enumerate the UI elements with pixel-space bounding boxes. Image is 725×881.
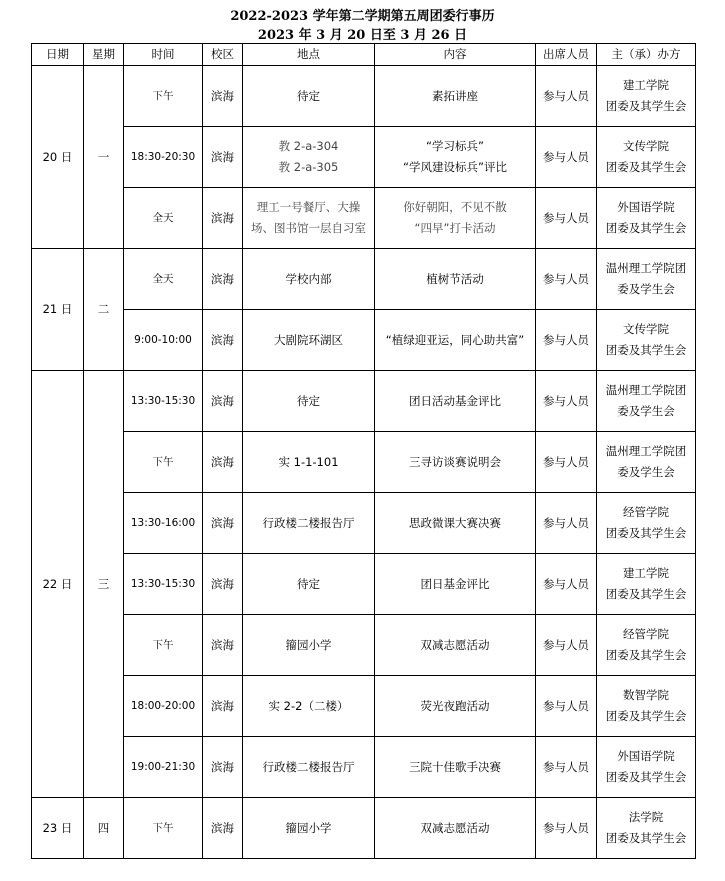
- host-cell-line: 经管学院: [623, 627, 669, 641]
- time-cell: 下午: [124, 798, 203, 859]
- place-cell: [243, 310, 375, 371]
- host-cell-line: 温州理工学院团: [605, 383, 687, 397]
- content-cell: [375, 432, 536, 493]
- table-row: [32, 798, 696, 859]
- place-cell: [243, 798, 375, 859]
- table-row: [32, 493, 696, 554]
- time-cell: 18:00-20:00: [124, 676, 203, 737]
- place-cell: [243, 188, 375, 249]
- host-cell-line: 团委及其学生会: [605, 343, 687, 357]
- time-cell: 13:30-16:00: [124, 493, 203, 554]
- host-cell: [597, 676, 696, 737]
- place-cell-line: 学校内部: [285, 271, 332, 286]
- campus-cell: 滨海: [203, 615, 243, 676]
- host-cell-line: 温州理工学院团: [605, 444, 687, 458]
- content-cell: [375, 66, 536, 127]
- host-cell-line: 经管学院: [623, 505, 669, 519]
- host-cell: [597, 615, 696, 676]
- host-cell-line: 团委及其学生会: [605, 648, 687, 662]
- host-cell: [597, 66, 696, 127]
- weekday-cell: 一: [84, 66, 124, 249]
- attendees-cell: 参与人员: [536, 66, 597, 127]
- place-cell: [243, 676, 375, 737]
- host-cell-line: 文传学院: [623, 139, 669, 153]
- content-cell-line: 思政微课大赛决赛: [409, 515, 501, 530]
- campus-cell: 滨海: [203, 493, 243, 554]
- campus-cell: 滨海: [203, 371, 243, 432]
- header-place: 地点: [243, 44, 375, 66]
- host-cell-line: 建工学院: [623, 566, 669, 580]
- campus-cell: 滨海: [203, 249, 243, 310]
- place-cell-line: 待定: [297, 88, 320, 103]
- place-cell-line: 场、图书馆一层自习室: [251, 221, 366, 235]
- content-cell-line: “四早”打卡活动: [414, 221, 496, 235]
- place-cell: [243, 127, 375, 188]
- place-cell-line: 籀园小学: [285, 820, 332, 835]
- attendees-cell: 参与人员: [536, 493, 597, 554]
- host-cell-line: 团委及其学生会: [605, 587, 687, 601]
- time-cell: 下午: [124, 432, 203, 493]
- table-row: [32, 66, 696, 127]
- time-cell: 下午: [124, 615, 203, 676]
- host-cell-line: 团委及其学生会: [605, 160, 687, 174]
- host-cell: [597, 737, 696, 798]
- host-cell-line: 委及学生会: [617, 282, 675, 296]
- attendees-cell: 参与人员: [536, 432, 597, 493]
- content-cell-line: 素拓讲座: [432, 88, 478, 103]
- date-cell: 21 日: [32, 249, 84, 371]
- header-weekday: 星期: [84, 44, 124, 66]
- date-cell: 20 日: [32, 66, 84, 249]
- host-cell: [597, 798, 696, 859]
- place-cell-line: 行政楼二楼报告厅: [262, 515, 355, 530]
- schedule-table: [31, 43, 696, 859]
- host-cell-line: 外国语学院: [617, 200, 675, 214]
- attendees-cell: 参与人员: [536, 310, 597, 371]
- header-date: 日期: [32, 44, 84, 66]
- content-cell-line: “植绿迎亚运，同心助共富”: [385, 332, 525, 347]
- content-cell-line: 双减志愿活动: [420, 820, 490, 835]
- host-cell-line: 外国语学院: [617, 749, 675, 763]
- weekday-cell: 二: [84, 249, 124, 371]
- time-cell: 13:30-15:30: [124, 554, 203, 615]
- campus-cell: 滨海: [203, 737, 243, 798]
- attendees-cell: 参与人员: [536, 554, 597, 615]
- content-cell-line: 团日基金评比: [420, 576, 490, 591]
- place-cell: [243, 493, 375, 554]
- weekday-cell: 三: [84, 371, 124, 798]
- attendees-cell: 参与人员: [536, 798, 597, 859]
- host-cell-line: 法学院: [628, 810, 664, 824]
- place-cell-line: 待定: [297, 393, 320, 408]
- table-row: [32, 676, 696, 737]
- attendees-cell: 参与人员: [536, 249, 597, 310]
- host-cell: [597, 188, 696, 249]
- table-row: [32, 371, 696, 432]
- content-cell-line: 三院十佳歌手决赛: [409, 759, 501, 774]
- place-cell: [243, 371, 375, 432]
- content-cell-line: “学风建设标兵”评比: [403, 160, 507, 174]
- table-row: [32, 127, 696, 188]
- content-cell: [375, 127, 536, 188]
- place-cell-line: 实 2-2（二楼）: [268, 698, 349, 713]
- content-cell: [375, 676, 536, 737]
- place-cell-line: 待定: [297, 576, 320, 591]
- content-cell-line: “学习标兵”: [426, 139, 484, 153]
- content-cell: [375, 737, 536, 798]
- place-cell-line: 理工一号餐厅、大操: [256, 200, 361, 214]
- campus-cell: 滨海: [203, 554, 243, 615]
- table-row: [32, 432, 696, 493]
- host-cell: [597, 432, 696, 493]
- campus-cell: 滨海: [203, 188, 243, 249]
- host-cell-line: 团委及其学生会: [605, 99, 687, 113]
- content-cell: [375, 249, 536, 310]
- place-cell: [243, 249, 375, 310]
- table-row: [32, 615, 696, 676]
- header-campus: 校区: [203, 44, 243, 66]
- table-row: [32, 310, 696, 371]
- time-cell: 18:30-20:30: [124, 127, 203, 188]
- place-cell: [243, 432, 375, 493]
- content-cell-line: 你好朝阳，不见不散: [403, 200, 507, 214]
- place-cell-line: 教 2-a-305: [278, 160, 339, 174]
- host-cell-line: 团委及其学生会: [605, 770, 687, 784]
- host-cell-line: 建工学院: [623, 78, 669, 92]
- host-cell: [597, 310, 696, 371]
- content-cell-line: 团日活动基金评比: [409, 393, 501, 408]
- attendees-cell: 参与人员: [536, 676, 597, 737]
- host-cell-line: 文传学院: [623, 322, 669, 336]
- place-cell-line: 籀园小学: [285, 637, 332, 652]
- host-cell: [597, 554, 696, 615]
- content-cell: [375, 310, 536, 371]
- campus-cell: 滨海: [203, 66, 243, 127]
- host-cell: [597, 249, 696, 310]
- page-title: 2022-2023 学年第二学期第五周团委行事历: [230, 9, 495, 24]
- table-row: [32, 188, 696, 249]
- time-cell: 下午: [124, 66, 203, 127]
- campus-cell: 滨海: [203, 310, 243, 371]
- content-cell: [375, 371, 536, 432]
- content-cell: [375, 798, 536, 859]
- content-cell: [375, 554, 536, 615]
- time-cell: 全天: [124, 249, 203, 310]
- host-cell: [597, 127, 696, 188]
- header-content: 内容: [375, 44, 536, 66]
- content-cell: [375, 493, 536, 554]
- host-cell-line: 数智学院: [623, 688, 669, 702]
- time-cell: 13:30-15:30: [124, 371, 203, 432]
- date-cell: 23 日: [32, 798, 84, 859]
- attendees-cell: 参与人员: [536, 615, 597, 676]
- content-cell: [375, 615, 536, 676]
- content-cell-line: 荧光夜跑活动: [420, 698, 490, 713]
- place-cell-line: 行政楼二楼报告厅: [262, 759, 355, 774]
- content-cell-line: 双减志愿活动: [420, 637, 490, 652]
- campus-cell: 滨海: [203, 798, 243, 859]
- host-cell: [597, 371, 696, 432]
- table-row: [32, 554, 696, 615]
- place-cell-line: 实 1-1-101: [278, 454, 339, 469]
- host-cell-line: 团委及其学生会: [605, 221, 687, 235]
- header-host: 主（承）办方: [597, 44, 696, 66]
- time-cell: 9:00-10:00: [124, 310, 203, 371]
- time-cell: 19:00-21:30: [124, 737, 203, 798]
- campus-cell: 滨海: [203, 676, 243, 737]
- place-cell: [243, 554, 375, 615]
- host-cell-line: 温州理工学院团: [605, 261, 687, 275]
- content-cell-line: 植树节活动: [426, 271, 484, 286]
- host-cell-line: 委及学生会: [617, 404, 675, 418]
- host-cell: [597, 493, 696, 554]
- place-cell: [243, 615, 375, 676]
- weekday-cell: 四: [84, 798, 124, 859]
- header-time: 时间: [124, 44, 203, 66]
- host-cell-line: 团委及其学生会: [605, 526, 687, 540]
- content-cell-line: 三寻访谈赛说明会: [409, 454, 501, 469]
- campus-cell: 滨海: [203, 127, 243, 188]
- schedule-body: [32, 66, 696, 859]
- table-row: [32, 737, 696, 798]
- place-cell: [243, 737, 375, 798]
- attendees-cell: 参与人员: [536, 371, 597, 432]
- header-attendees: 出席人员: [536, 44, 597, 66]
- header-row: [32, 44, 696, 66]
- place-cell: [243, 66, 375, 127]
- date-cell: 22 日: [32, 371, 84, 798]
- time-cell: 全天: [124, 188, 203, 249]
- host-cell-line: 团委及其学生会: [605, 831, 687, 845]
- table-row: [32, 249, 696, 310]
- campus-cell: 滨海: [203, 432, 243, 493]
- attendees-cell: 参与人员: [536, 188, 597, 249]
- attendees-cell: 参与人员: [536, 737, 597, 798]
- content-cell: [375, 188, 536, 249]
- page-subtitle: 2023 年 3 月 20 日至 3 月 26 日: [257, 28, 468, 43]
- place-cell-line: 大剧院环湖区: [274, 332, 343, 347]
- host-cell-line: 团委及其学生会: [605, 709, 687, 723]
- host-cell-line: 委及学生会: [617, 465, 675, 479]
- attendees-cell: 参与人员: [536, 127, 597, 188]
- place-cell-line: 教 2-a-304: [278, 139, 339, 153]
